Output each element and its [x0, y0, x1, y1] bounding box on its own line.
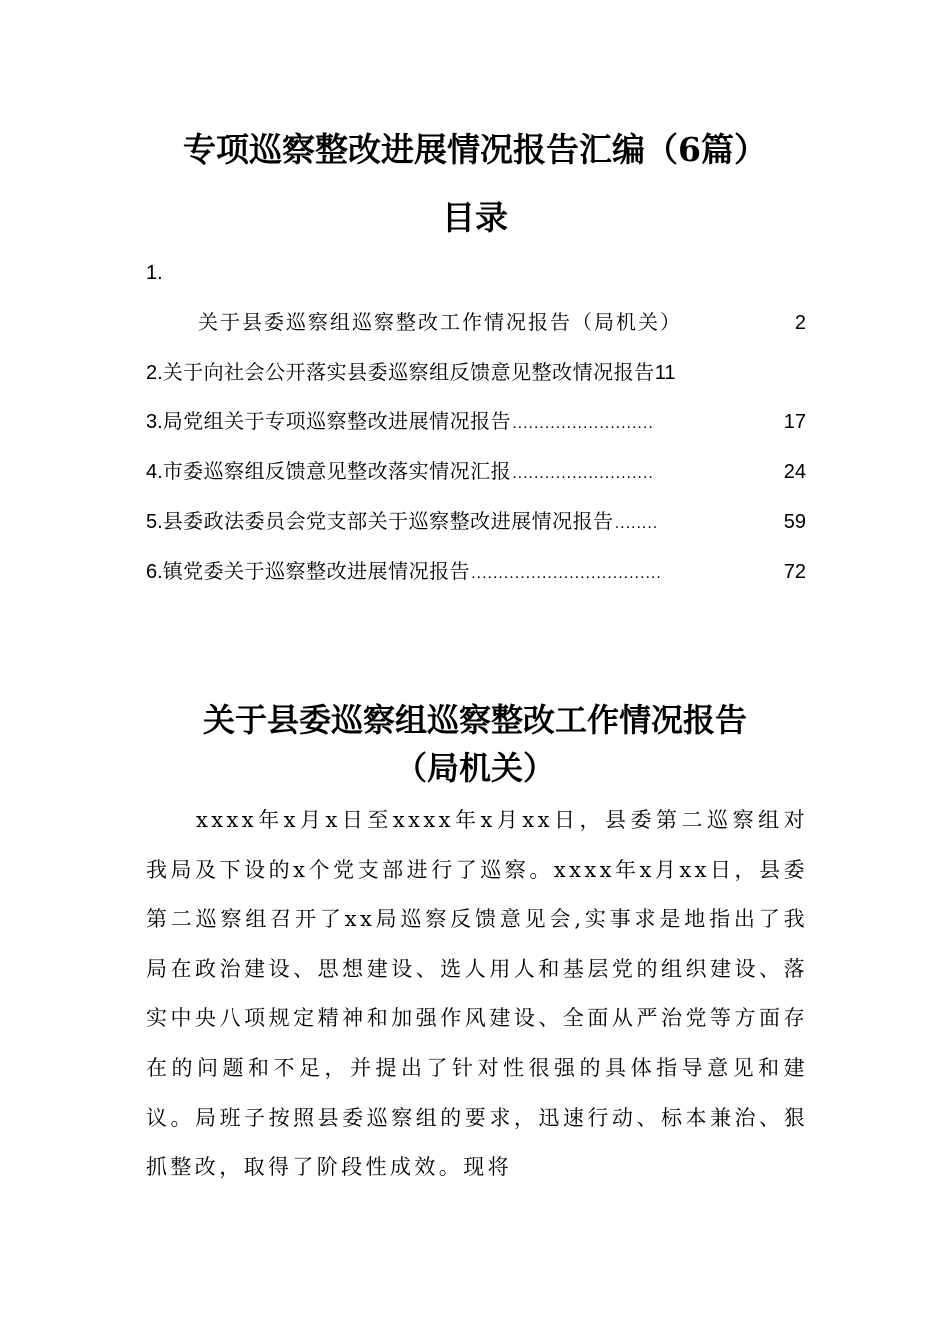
toc-entry-1-page: 2 — [794, 312, 806, 334]
toc-entry-4-leader: .......................... — [512, 465, 654, 482]
toc-entry-6-leader: ................................... — [471, 565, 662, 582]
toc-entry-5[interactable] — [146, 504, 806, 538]
toc-entry-3-title: 局党组关于专项巡察整改进展情况报告 — [162, 409, 512, 433]
toc-entry-3-leader: .......................... — [512, 415, 654, 432]
toc-entry-5-leader: ........ — [614, 515, 659, 532]
toc-entry-4-number: 4. — [146, 461, 163, 483]
toc-entry-3[interactable] — [146, 404, 806, 438]
toc-entry-3-number: 3. — [146, 411, 163, 433]
toc-entry-2-number: 2. — [146, 362, 163, 384]
toc-entry-6-number: 6. — [146, 561, 163, 583]
toc-entry-5-number: 5. — [146, 511, 163, 533]
toc-entry-6-page: 72 — [783, 561, 806, 583]
toc-entry-1-title: 关于县委巡察组巡察整改工作情况报告（局机关） — [198, 310, 682, 334]
toc-entry-2-page: 11 — [654, 362, 676, 384]
toc-entry-6-title: 镇党委关于巡察整改进展情况报告 — [162, 559, 471, 583]
toc-entry-4-page: 24 — [783, 461, 806, 483]
toc-entry-4[interactable] — [146, 454, 806, 488]
toc-entry-5-page: 59 — [783, 511, 806, 533]
toc-entry-4-title: 市委巡察组反馈意见整改落实情况汇报 — [162, 459, 512, 483]
section-body-paragraph: xxxx年x月x日至xxxx年x月xx日，县委第二巡察组对我局及下设的x个党支部进行了巡察。xxxx年x月xx日，县委第二巡察组召开了xx局巡察反馈意见会,实事求是地指出了我局在政治建设、思想建设、选人用人和基层党的组织建设、落实中央八项规定精神和加强作风建设、全面从严治党等方面存在的问题和不足，并提出了针对性很强的具体指导意见和建议。局班子按照县委巡察组的要求，迅速行动、标本兼治、狠抓整改，取得了阶段性成效。现将 — [146, 808, 808, 1180]
toc-entry-6[interactable] — [146, 554, 806, 588]
section-title-line-1: 关于县委巡察组巡察整改工作情况报告 — [202, 701, 747, 739]
section-title-line-2: （局机关） — [394, 749, 555, 787]
document-title: 专项巡察整改进展情况报告汇编（6篇） — [183, 130, 767, 169]
toc-entry-2[interactable] — [146, 355, 806, 389]
toc-entry-5-title: 县委政法委员会党支部关于巡察整改进展情况报告 — [162, 509, 614, 533]
toc-heading: 目录 — [442, 198, 508, 237]
toc-entry-2-title: 关于向社会公开落实县委巡察组反馈意见整改情况报告 — [162, 360, 655, 384]
toc-entry-1[interactable] — [198, 305, 806, 339]
toc-entry-3-page: 17 — [783, 411, 806, 433]
toc-entry-1-number: 1. — [146, 262, 163, 284]
